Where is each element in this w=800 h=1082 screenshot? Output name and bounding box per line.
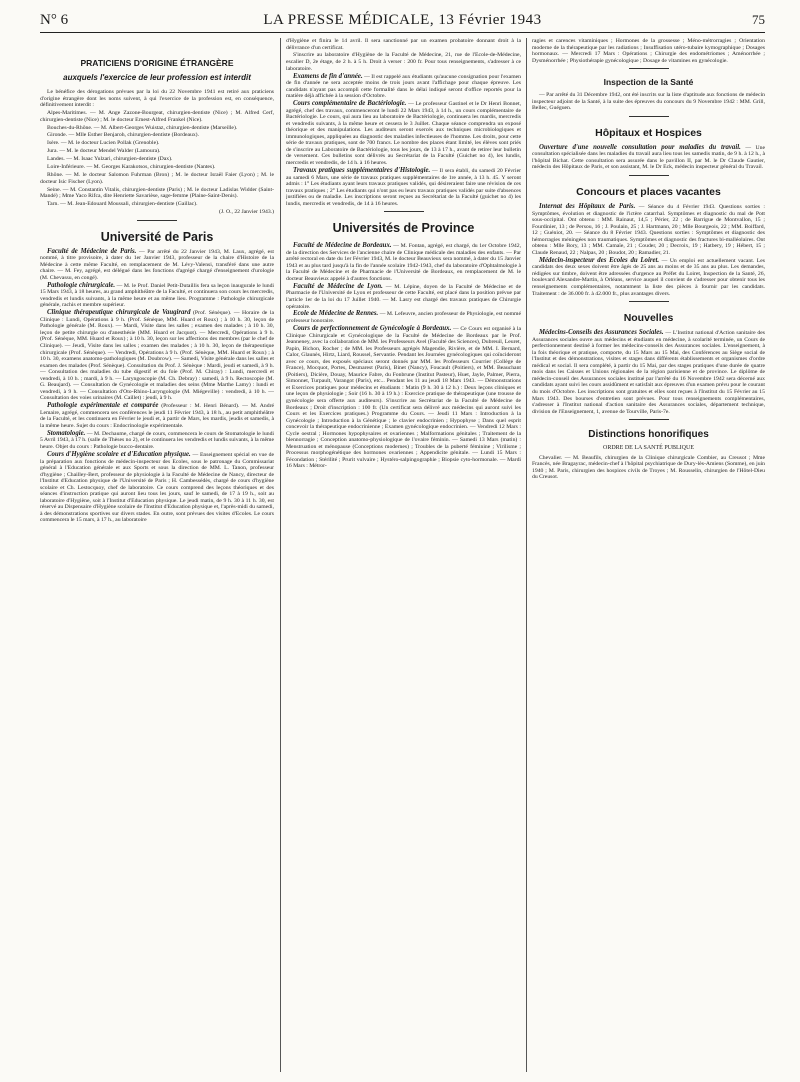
paragraph: [40, 249, 274, 282]
item-heading: Pathologie chirurgicale.: [47, 281, 116, 289]
journal-title: LA PRESSE MÉDICALE, 13 Février 1943: [263, 12, 542, 28]
item-heading: Cours complémentaire de Bactériologie.: [293, 100, 407, 108]
paragraph: [286, 284, 521, 310]
item-heading: Faculté de Médecine de Paris.: [47, 247, 137, 255]
item-text: — Le professeur Gastinel et le Dr Henri Bonnet, agrégé, chef des travaux, commenceront le lundi 22 Mars 1943, à 14 h., un cours complémentaire de Bactériologie. Le cours, qui aura lieu au laboratoire de Bactériologie, continuera les mardis, mercredis et vendredis suivants, à la même heure et cessera le 3 Juillet. Chaque séance comprendra un exposé théorique et des manipulations. Les auditeurs seront exercés aux techniques microbiologiques et immunologiques, appliquées au diagnostic des maladies infectieuses de l'homme. Les droits, pour cette série de travaux pratiques, sont de 700 francs. Le nombre des places étant limité, les élèves sont priés de s'inscrire au Laboratoire de Bactériologie, tous les jours, de 13 à 17 h., avant de retirer leur bulletin de versement. Ces bulletins sont délivrés au Secrétariat de la Faculté (Guichet no 4), les lundis, mercredis et vendredis, de 14 h. à 16 heures.: [286, 101, 521, 167]
list-item: Landes. — M. Isaac Yulzari, chirurgien-dentiste (Dax).: [47, 156, 173, 163]
item-heading: Clinique thérapeutique chirurgicale de Vaugirard: [47, 309, 191, 317]
list-item: Gironde. — Mlle Esther Benjaroh, chirurgien-dentiste (Bordeaux).: [47, 132, 199, 139]
section-body: [286, 243, 521, 470]
page-header: [40, 10, 765, 33]
item-text: — Une consultation spécialisée dans les maladies du travail aura lieu tous les samedis matin, de 9 h. à 12 h., à l'hôpital Bichat. Cette consultation sera assurée dans le pavillon II, par M. le Dr Claude Gautier, médecin des Hôpitaux de Paris, et son assistant, M. le Dr Eck, médecin inspecteur général du Travail.: [532, 144, 765, 171]
item-heading: Cours de perfectionnement de Gynécologie à Bordeaux.: [293, 324, 452, 332]
paragraph: [286, 74, 521, 100]
item-heading: Internat des Hôpitaux de Paris.: [539, 203, 636, 211]
section-title: PRATICIENS D'ORIGINE ÉTRANGÈRE: [80, 58, 234, 68]
paragraph: — Par arrêté du 31 Décembre 1942, ont été inscrits sur la liste d'aptitude aux fonctions de médecin inspecteur adjoint de la Santé, à la suite des épreuves du concours du 9 Novembre 1942 : MM. Grill, Bellec, Guéguen.: [532, 92, 765, 112]
order-name: ORDRE DE LA SANTÉ PUBLIQUE: [603, 445, 694, 452]
paragraph: [40, 403, 274, 429]
column-2: [286, 38, 521, 1078]
paragraph: [40, 310, 274, 402]
list-item: Loire-Inférieure. — M. Georges Karakotsos, chirurgien-dentiste (Nantes).: [47, 164, 216, 171]
item-heading: Ouverture d'une nouvelle consultation pour maladies du travail.: [539, 143, 741, 151]
item-text: — M. le Prof. Daniel Petit-Dutaillis fera sa leçon inaugurale le lundi 15 Mars 1943, à 18 heures, au grand amphithéâtre de la Faculté, et continuera son cours les mercredis, vendredis et lundis suivants, à la même heure et au même lieu. Programme : Pathologie chirurgicale générale, rachis et membre supérieur.: [40, 282, 274, 309]
item-heading: Faculté de Médecine de Bordeaux.: [293, 242, 392, 250]
paragraph: [40, 452, 274, 524]
item-heading: Médecin-inspecteur des Ecoles du Loiret.: [539, 256, 660, 264]
section-subtitle: auxquels l'exercice de leur profession est interdit: [63, 73, 251, 82]
item-text: — Séance du 4 Février 1943. Questions sorties : Symptômes, évolution et diagnostic de l'ictère catarrhal. Symptômes et diagnostic du mal de Pott sous-occipital. Ont obtenu : MM. Rainaut, 14,5 ; Périer, 22 ; de Barrigue de Montvallon, 15 ; Fourdinier, 13 ; de Persou, 16 ; J. Poulain, 25 ; J. Hartmann, 20 ; Mlle Bourgeois, 22 ; MM. Boiffard, 12 ; Guéniot, 20. — Séance du 8 Février 1943. Questions sorties : Symptômes et diagnostic des hémorragies méningées non traumatiques. Symptômes et diagnostic des fractures bi-malléolaires. Ont obtenu : Mlle Bory, 13 ; MM. Camaïe, 21 ; Couder, 20 ; Decroix, 19 ; Hatbery, 19 ; Hébert, 15 ; Claude Renaud, 22 ; Nalpas, 20 ; Boudot, 20 ; Ramadier, 21.: [532, 204, 765, 256]
praticien-list: [40, 110, 274, 208]
paragraph: [40, 283, 274, 309]
column-rule: [280, 38, 281, 1072]
section-title: Concours et places vacantes: [576, 186, 721, 199]
section-title: Nouvelles: [623, 312, 674, 325]
item-text: — Enseignement spécial en vue de la préparation aux fonctions de médecin-inspecteur des Ecoles, sous le patronage du Commissariat général à l'Education générale et aux Sports et sous la direction de MM. L. Tanon, professeur d'hygiène ; Chailley-Bert, professeur de physiologie à la Faculté de Médecine de Nancy, directeur de l'Institut d'Education physique de l'Université de Paris ; H. Cambessédès, chargé de cours d'hygiène scolaire et Ch. Lestocquoy, chef de laboratoire. Ce cours comprend des leçons théoriques et des séances d'instruction pratique qui auront lieu tous les jours, sauf le samedi, de 17 à 19 h., soit au laboratoire d'Hygiène, soit à l'Institut d'Education physique. Le jeudi matin, de 9 h. 30 à 11 h. 30, est réservé au Dispensaire d'Hygiène scolaire de l'Institut d'Education physique et, l'après-midi du samedi, à des démonstrations sportives sur divers stades. En outre, sont prévues des visites d'Ecoles. Le cours commencera le 15 mars, à 17 h., au laboratoire: [40, 451, 274, 524]
list-item: Tarn. — M. Jean-Edouard Moussali, chirurgien-dentiste (Gaillac).: [47, 201, 198, 208]
column-1: [40, 38, 274, 1078]
item-text: — M. Lépine, doyen de la Faculté de Médecine et de Pharmacie de l'Université de Lyon et professeur de cette Faculté, est placé dans la position prévue par l'article 1er de la loi du 17 Juillet 1940. — M. Lasry est chargé des travaux pratiques de Chirurgie opératoire.: [286, 283, 521, 310]
item-heading: Faculté de Médecine de Lyon.: [293, 282, 383, 290]
paragraph: [286, 243, 521, 282]
item-text: (Prof. Sénèque). — Horaire de la Clinique : Lundi, Opérations à 9 h. (Prof. Sénèque, MM. Huard et Roux) ; à 10 h. 30, leçon de Pathologie générale (M. Roux). — Mardi, Visite dans les salles ; examen des malades ; à 10 h. 30, leçon de petite chirurgie ou d'anesthésie (MM. Huard et Jacquot). — Mercredi, Opérations à 9 h. (Prof. Sénèque, MM. Huard et Roux) ; à 10 h. 30, leçon sur les affections des membres (par le chef de Clinique). — Jeudi, Visite dans les salles ; examen des malades ; à 10 h. 30, leçon de thérapeutique chirurgicale (Prof. Sénèque). — Vendredi, Opérations à 9 h. (Prof. Sénèque, MM. Huard et Roux) ; à 10 h. 30, examens anatomo-pathologiques (M. Doubrow). — Samedi, Visite générale dans les salles et examen des malades (Prof. Sénèque). Consultation du Prof. J. Sénèque : Mardi, jeudi et samedi, à 9 h. — Consultation des maladies du tube digestif et du foie (Prof. M. Chiray) : Lundi, mercredi et vendredi, à 10 h. ; mardi, à 9 h. — Laryngoscopie (M. Ch. Debray) : samedi, à 9 h. Rectoscopie (M. G. Beaujard). — Consultation de Gynécologie et maladies des seins (Mme Marthe Lamy) : lundi et vendredi, à 9 h. — Consultation d'Oto-Rhino-Laryngologie (M. Miégeville) : vendredi, à 10 h. — Consultation des voies urinaires (M. Caillet) : jeudi, à 9 h.: [40, 310, 274, 402]
column-3: [532, 38, 765, 1078]
item-text: — Ce Cours est organisé à la Clinique Chirurgicale et Gynécologique de la Faculté de Médecine de Bordeaux par le Prof. Jeanneney, avec la collaboration de MM. les Professeurs Avel (Faculté des Sciences), Dubreuil, Leuret, Papin, Bichon, Rocher ; de MM. les Professeurs agrégés Magendie, Rivière, et de MM. I. Bernard, Calor, Glaunès, Hirtz, Liard, Roussel, Servantie. Pendant les Journées gynécologiques qui coïncideront avec ce cours, des exposés spéciaux seront donnés par MM. les Professeurs Courrier (Collège de France), Mocquot, Portes, Desmarest (Paris), Binet (Nancy), Foucault (Poitiers), et MM. Beauchant (Poitiers), Dicière, Douay, Maurice Fabre, du Fonbrune (Institut Pasteur), Huet, Jayle, Palmer, Pierra, Simonnet, Turpault, Varangot (Paris), etc... Pendant les 11 au jeudi 18 Mars 1943. — Démonstrations et Exercices pratiques pour médecins et étudiants : Matin (9 h. 30 à 12 h.) : Deux leçons cliniques et une leçon de physiologie ; Soir (16 h. 30 à 19 h.) : Exercice pratique de thérapeutique (une trousse de gynécologie sera offerte aux auditeurs). S'inscrire au Secrétariat de la Faculté de Médecine de Bordeaux ; Droit d'inscription : 100 fr. (Un certificat sera délivré aux médecins qui auront suivi les Cours et les Exercices pratiques.) Programme du Cours. — Jeudi 11 Mars : Introduction à la Gynécologie ; Introduction à la Génétique ; le clavier endocrinien ; Hypophyse ; Dans quel esprit concevoir la thérapeutique endocrinienne ; Examen gynécologique endocrinien. — Vendredi 12 Mars : Cycle oestral ; Hormones hypophysaires et ovariennes ; Malformations génitales ; Traitement de la blennorragie ; Conception anatomo-physiologique de l'ovaire féminin. — Samedi 13 Mars (matin) : Menstruation et ménopause (Conceptions modernes) ; Troubles de la puberté féminine ; Virilisme ; Processus morphogénétique des hormones ovariennes ; Appendicite génitale. — Lundi 15 Mars : Fécondation ; Stérilité ; Prurit vulvaire ; Hystéro-salpingographie ; Biopsie cyto-hormonale. — Mardi 16 Mars : Métror-: [286, 325, 521, 470]
section-title: Inspection de la Santé: [603, 77, 694, 88]
item-heading: Stomatologie.: [47, 429, 86, 437]
list-item: Jura. — M. le docteur Mendel Walder (Lamoura).: [47, 148, 161, 155]
paragraph: [286, 101, 521, 166]
section-title: Distinctions honorifiques: [588, 429, 709, 441]
item-text: — M. Dechaume, chargé de cours, commencera le cours de Stomatologie le lundi 5 Avril 1943, à 17 h. (salle de Thèses no 2), et le continuera les vendredis et lundis suivants, à la même heure. Objet du cours : Pathologie bucco-dentaire.: [40, 430, 274, 451]
list-item: Alpes-Maritimes. — M. Ange Zazone-Bourgeat, chirurgien-dentiste (Nice) ; M. Alfred Cerf, chirurgien-dentiste (Nice) ; M. le docteur Ernest-Alfred Frankel (Nice).: [40, 110, 274, 123]
section-body: [40, 249, 274, 524]
item-text: (Professeur : M. Henri Bénard). — M. André Lemaire, agrégé, commencera ses conférences le jeudi 11 Février 1943, à 18 h., au petit amphithéâtre de la Faculté, et les continuera en Février le jeudi et, à partir de Mars, les mardis, jeudis et samedis, à la même heure. Sujet du cours : Endocrinologie expérimentale.: [40, 403, 274, 429]
section-title: Université de Paris: [100, 229, 214, 244]
paragraph: [40, 431, 274, 451]
source-citation: (J. O., 22 Janvier 1943.): [219, 209, 274, 216]
item-heading: Ecole de Médecine de Rennes.: [293, 310, 379, 318]
item-text: — M. Fontan, agrégé, est chargé, du 1er Octobre 1942, de la direction des Services de l'ancienne chaire de Clinique médicale des maladies des enfants. — Par arrêté rectoral en date du 1er Février 1943, M. le docteur Beauvieux sera nommé, à dater du 15 Janvier 1943 et au plus tard jusqu'à la fin de l'année scolaire 1942-1943, chef du laboratoire d'Ophtalmologie à la Faculté de Médecine et de Pharmacie de l'Université de Bordeaux, en remplacement de M. le docteur Beauvieux appelé à d'autres fonctions.: [286, 243, 521, 282]
section-title: Universités de Province: [332, 221, 475, 236]
page-number: 75: [752, 12, 765, 27]
item-text: — Il sera établi, du samedi 20 Février au samedi 6 Mars, une série de travaux pratiques supplémentaires de 1re année, à 13 h. 45. Y seront admis : 1° Les étudiants ayant leurs travaux pratiques validés, qui désireraient faire une révision de ces travaux pratiques ; 2° Les étudiants qui n'ont pas eu leurs travaux pratiques validés par suite d'absences justifiées ou de maladie. Les inscriptions seront reçues au Secrétariat de la Faculté (guichet no 4) les lundis, mercredis et vendredis, de 14 à 16 heures.: [286, 167, 521, 207]
item-heading: Travaux pratiques supplémentaires d'Histologie.: [293, 166, 431, 174]
section-title: Hôpitaux et Hospices: [595, 126, 702, 139]
section-body: [532, 204, 765, 297]
paragraph: [286, 311, 521, 324]
paragraph: [532, 204, 765, 256]
item-heading: Médecins-Conseils des Assurances Sociales.: [539, 329, 664, 337]
paragraph: [532, 258, 765, 297]
paragraph: [286, 326, 521, 470]
list-item: Isère. — M. le docteur Lucien Pollak (Grenoble).: [47, 140, 160, 147]
list-item: Seine. — M. Constantin Vitalis, chirurgien-dentiste (Paris) ; M. le docteur Ladislas Widder (Saint-Mandé) ; Mme Yaco Rifca, dite Henriette Savarièse, sage-femme (Plaine-Saint-Denis).: [40, 186, 274, 200]
paragraph: [286, 168, 521, 207]
section-body: [286, 74, 521, 208]
item-heading: Cours d'Hygiène scolaire et d'Education physique.: [47, 450, 191, 458]
item-heading: Pathologie expérimentale et comparée: [47, 402, 159, 410]
paragraph: d'Hygiène et finira le 14 avril. Il sera sanctionné par un examen probatoire donnant droit à la délivrance d'un certificat.: [286, 38, 521, 51]
paragraph: S'inscrire au laboratoire d'Hygiène de la Faculté de Médecine, 21, rue de l'Ecole-de-Médecine, escalier D, 2e étage, de 2 h. à 5 h. Droit à verser : 200 fr. Pour tous renseignements, s'adresser à ce laboratoire.: [286, 52, 521, 72]
item-text: — Il est rappelé aux étudiants qu'aucune consignation pour l'examen de fin d'année ne sera acceptée moins de trois jours avant l'affichage pour chaque épreuve. Les candidats n'ayant pas accompli cette formalité dans le délai indiqué seront d'office reportés pour la matière déjà affichée à la session d'Octobre.: [286, 73, 521, 100]
paragraph: Le bénéfice des dérogations prévues par la loi du 22 Novembre 1941 est retiré aux praticiens d'origine étrangère dont les noms suivent, à qui l'exercice de la profession est, en conséquence, définitivement interdit :: [40, 89, 274, 109]
paragraph: ragies et carences vitaminiques ; Hormones de la grossesse ; Méno-métrorragies ; Orientation moderne de la thérapeutique par les radiations ; Insuffisation utéro-tubaire kymographique ; Dosages hormonaux. — Mercredi 17 Mars : Opérations ; Chirurgie des endométriomes ; Aménorrhée ; Dysménorrhée ; Physiothérapie gynécologique ; Dosage de vitamines en gynécologie.: [532, 38, 765, 64]
item-text: — Un emploi est actuellement vacant. Les candidats des deux sexes doivent être âgés de 25 ans au moins et de 35 ans au plus. Les demandes, rédigées sur timbre, doivent être adressées d'urgence au Préfet du Loiret, Inspection de la Santé, 26, boulevard Alexandre-Martin, à Orléans, service auquel il convient de s'adresser pour obtenir tous les renseignements complémentaires, notamment la liste des pièces à fournir par les candidats. Traitement : de 36.000 fr. à 42.000 fr., plus avantages divers.: [532, 257, 765, 297]
paragraph: Chevalier. — M. Beaufils, chirurgien de la Clinique chirurgicale Combier, au Creusot ; Mme Francès, née Bragayrac, médecin-chef à l'hôpital psychiatrique de Dury-lès-Amiens (Somme), en juin 1940 ; M. Paris, chirurgien des hospices civils de Troyes ; M. Rousselin, chirurgien de l'Hôtel-Dieu du Creusot.: [532, 454, 765, 481]
item-text: — L'Institut national d'Action sanitaire des Assurances sociales ouvre aux médecins et étudiants en médecine, à scolarité terminée, un Cours de perfectionnement destiné à former les médecins-conseils des Assurances sociales. L'enseignement, à la fois théorique et pratique, comporte, du 15 Mars au 15 Mai, des Conférences au Siège social de l'Institut et des démonstrations, visites et stages dans différents établissements et organismes d'ordre médical et social. Il sera complété, à partir du 15 Mai, par des stages pratiques d'une durée de quatre mois dans les Caisses et Unions régionales de la région parisienne et de province. Le diplôme de médecin-conseil des Assurances sociales institué par l'arrêté du 16 Novembre 1942 sera décerné aux candidats ayant suivi les cours assidûment et satisfait aux épreuves d'un examen prévu pour le courant du mois d'Octobre. Les inscriptions sont gratuites et elles sont reçues à l'Institut du 15 Février au 15 Mars 1943. Des bourses d'entretien sont prévues. Pour tous renseignements complémentaires, s'adresser à l'Institut national d'action sanitaire des Assurances sociales, département technique, division de l'Enseignement, 1, avenue de Tourville, Paris-7e.: [532, 330, 765, 415]
section-body: [286, 38, 521, 72]
item-text: — M. Lefeuvre, ancien professeur de Physiologie, est nommé professeur honoraire.: [286, 311, 521, 325]
item-text: — Par arrêté du 22 Janvier 1943, M. Laux, agrégé, est nommé, à titre provisoire, à dater du 1er Janvier 1943, professeur de la chaire d'Histoire de la Médecine à cette même Faculté, en remplacement de M. Lévy-Valensi, transféré dans une autre chaire. — M. Fey, agrégé, est délégué dans les fonctions d'agrégé chargé d'enseignement d'urologie (M. Chevassu, en congé).: [40, 248, 274, 281]
issue-number: N° 6: [40, 12, 69, 28]
list-item: Rhône. — M. le docteur Salomon Fuhrman (Bron) ; M. le docteur Israël Faier (Lyon) ; M. le docteur Isic Fischer (Lyon).: [40, 172, 274, 185]
column-rule: [526, 38, 527, 1072]
item-heading: Examens de fin d'année.: [293, 72, 363, 80]
list-item: Bouches-du-Rhône. — M. Albert-Georges Wuistaz, chirurgien-dentiste (Marseille).: [47, 124, 238, 131]
